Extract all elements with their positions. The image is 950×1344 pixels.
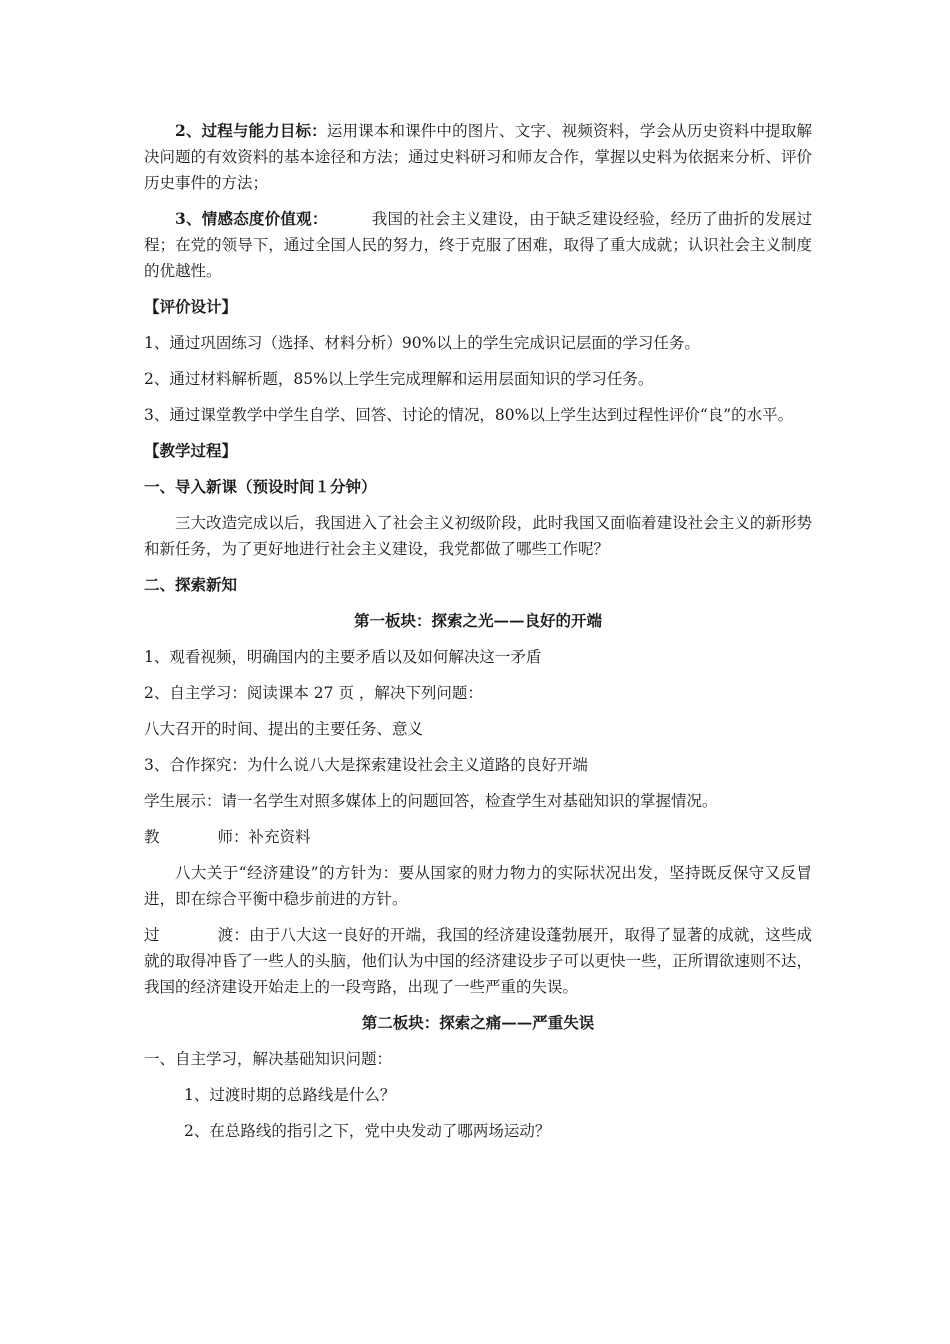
block1-item2: 2、自主学习：阅读课本 27 页 ，解决下列问题： [144, 684, 483, 702]
evaluation-item: 2、通过材料解析题，85%以上学生完成理解和运用层面知识的学习任务。 [144, 370, 654, 388]
block2-title: 第二板块：探索之痛——严重失误 [361, 1013, 595, 1032]
teacher-note-a: 教 [144, 828, 160, 846]
transition-b: 渡：由于八大这一良好的开端，我国的经济建设蓬勃展开，取得了显著的成就，这些成就的取得冲昏了一些人的头脑，他们认为中国的经济建设步子可以更快一些，正所谓欲速则不达，我国的经济建设开始走上的一段弯路，出现了一些严重的失误。 [144, 926, 812, 996]
block2-heading: 一、自主学习，解决基础知识问题： [144, 1050, 393, 1068]
supplement-text: 八大关于“经济建设”的方针为：要从国家的财力物力的实际状况出发，坚持既反保守又反冒进，即在综合平衡中稳步前进的方针。 [144, 864, 812, 908]
transition-a: 过 [144, 926, 160, 944]
goal-process-ability-label: 2、过程与能力目标： [175, 121, 327, 140]
transition-text [144, 922, 812, 1000]
goal-process-ability-text: 运用课本和课件中的图片、文字、视频资料，学会从历史资料中提取解决问题的有效资料的基本途径和方法；通过史料研习和师友合作，掌握以史料为依据来分析、评价历史事件的方法； [144, 122, 812, 192]
intro-text: 三大改造完成以后，我国进入了社会主义初级阶段，此时我国又面临着建设社会主义的新形势和新任务，为了更好地进行社会主义建设，我党都做了哪些工作呢？ [144, 514, 812, 558]
explore-heading: 二、探索新知 [144, 575, 238, 594]
student-show: 学生展示：请一名学生对照多媒体上的问题回答，检查学生对基础知识的掌握情况。 [144, 792, 718, 810]
goal-emotion-values [144, 206, 812, 284]
goal-emotion-values-label: 3、情感态度价值观： [175, 209, 328, 228]
goal-process-ability [144, 118, 812, 196]
block2-question: 1、过渡时期的总路线是什么？ [184, 1086, 396, 1104]
block1-item1: 1、观看视频，明确国内的主要矛盾以及如何解决这一矛盾 [144, 648, 542, 666]
evaluation-heading: 【评价设计】 [144, 297, 238, 316]
block1-item2-detail: 八大召开的时间、提出的主要任务、意义 [144, 720, 424, 738]
block1-item3: 3、合作探究：为什么说八大是探索建设社会主义道路的良好开端 [144, 756, 588, 774]
evaluation-item: 3、通过课堂教学中学生自学、回答、讨论的情况，80%以上学生达到过程性评价“良”的水平。 [144, 406, 794, 424]
block2-question: 2、在总路线的指引之下，党中央发动了哪两场运动？ [184, 1122, 551, 1140]
block1-title: 第一板块：探索之光——良好的开端 [353, 611, 602, 630]
teacher-note-b: 师：补充资料 [217, 828, 311, 846]
document-page [144, 118, 812, 1154]
goal-emotion-values-text: 我国的社会主义建设，由于缺乏建设经验，经历了曲折的发展过程；在党的领导下，通过全国人民的努力，终于克服了困难，取得了重大成就；认识社会主义制度的优越性。 [144, 210, 812, 280]
evaluation-item: 1、通过巩固练习（选择、材料分析）90%以上的学生完成识记层面的学习任务。 [144, 334, 700, 352]
intro-heading: 一、导入新课（预设时间１分钟） [144, 477, 377, 496]
teacher-note [144, 824, 812, 850]
teaching-process-heading: 【教学过程】 [144, 441, 238, 460]
